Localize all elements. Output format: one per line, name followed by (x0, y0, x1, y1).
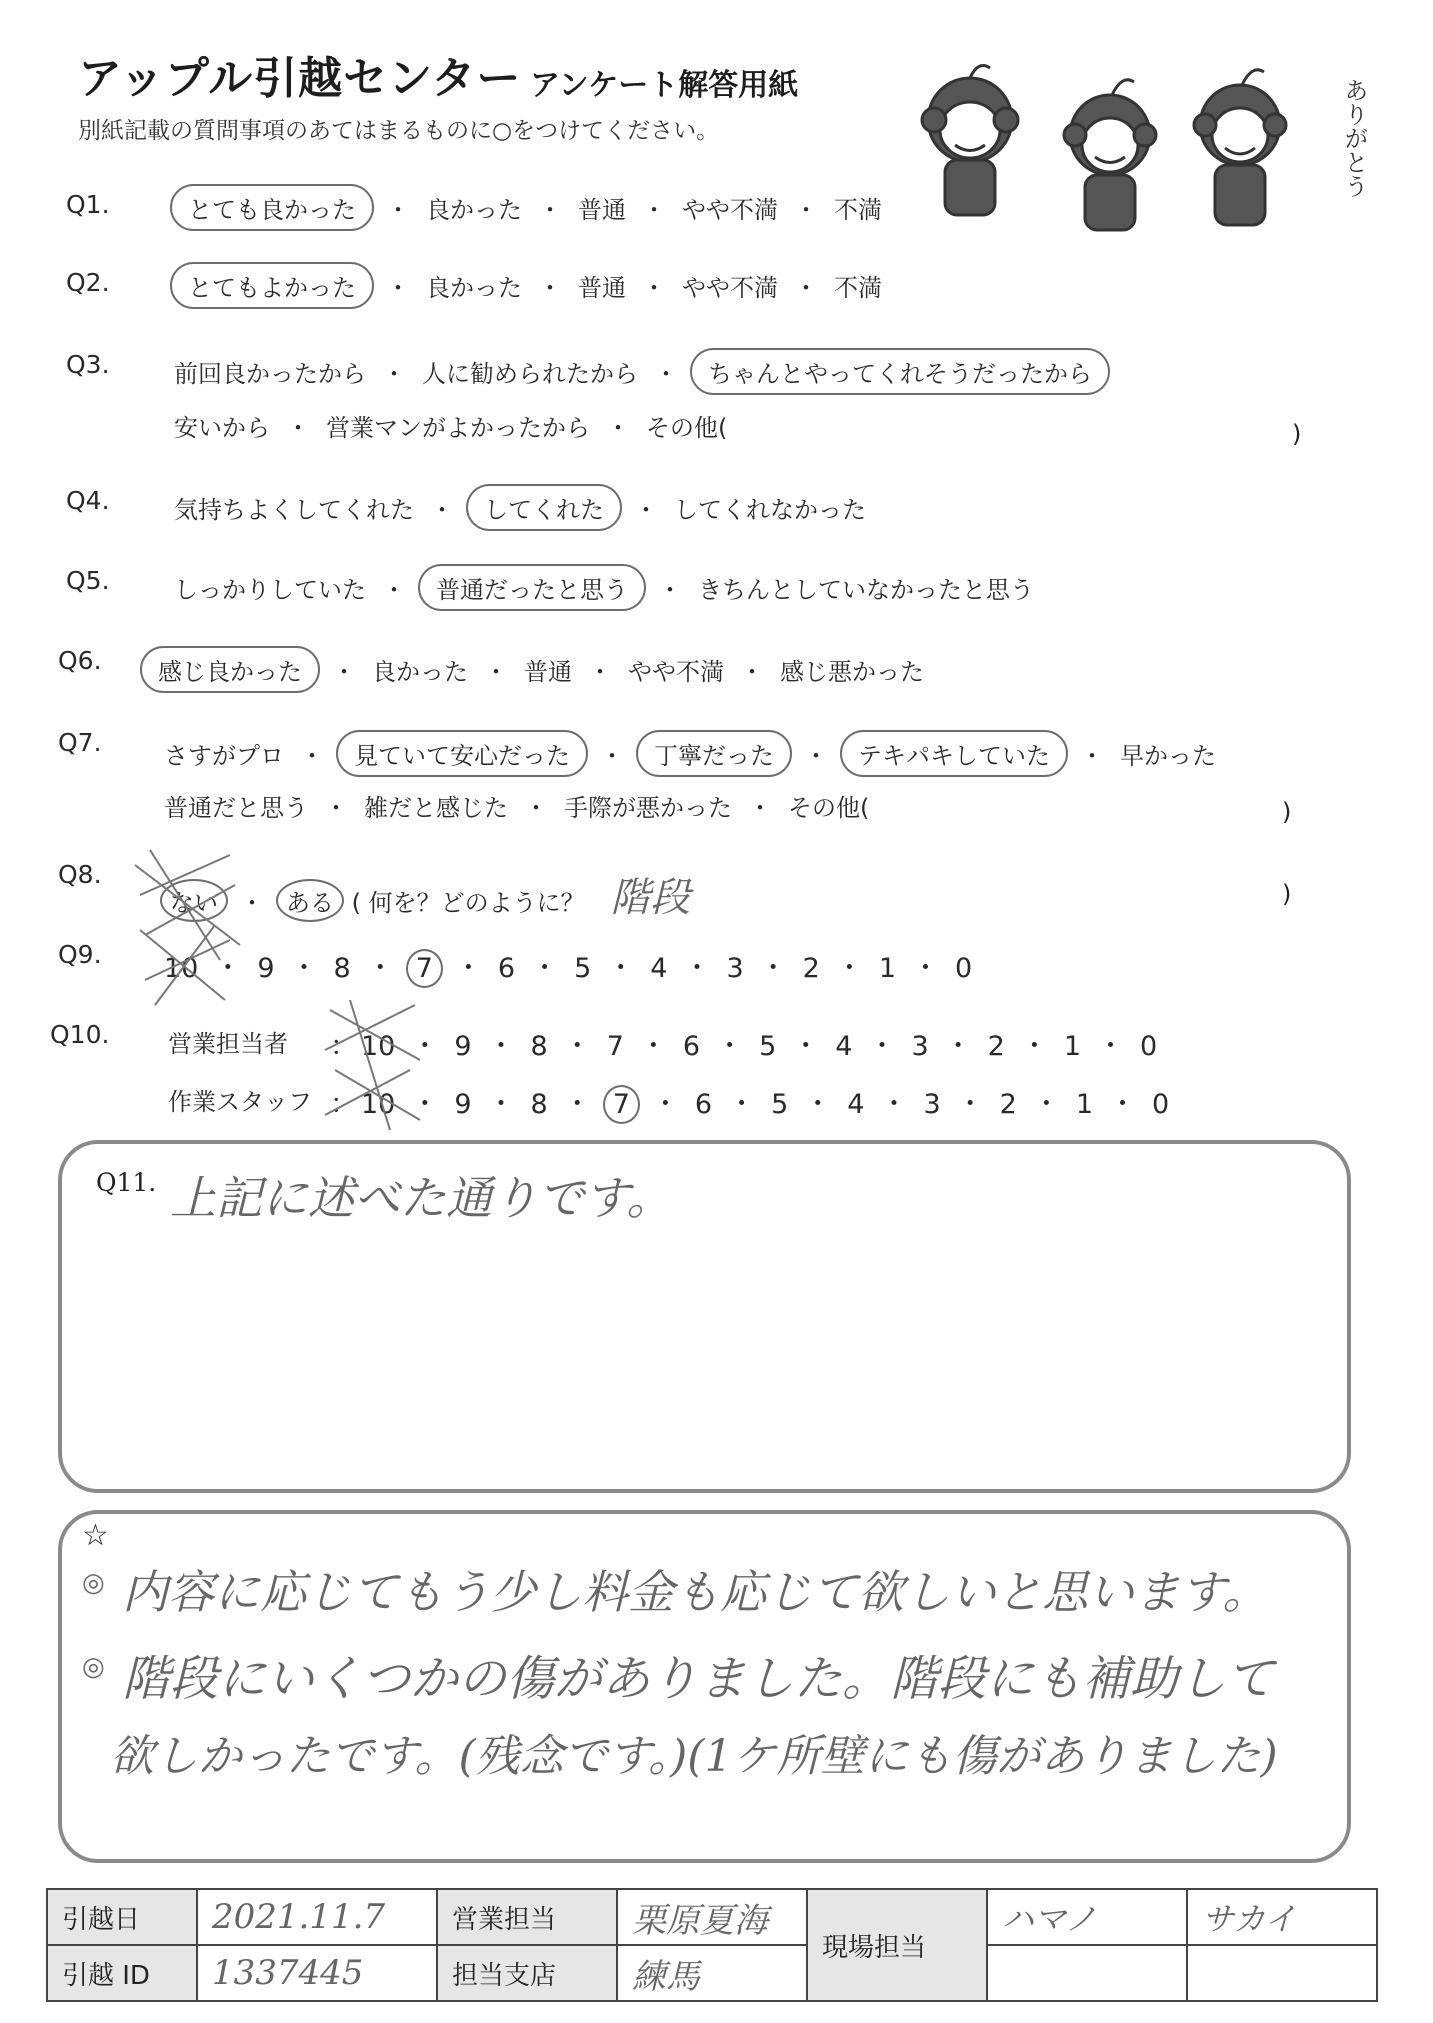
mascot-caption: ありがとう (1340, 78, 1368, 198)
q10-sales-score-8[interactable]: 8 (530, 1031, 548, 1062)
q3-close-paren: ) (1292, 420, 1302, 448)
q6-options: 感じ良かった ・ 良かった ・ 普通 ・ やや不満 ・ 感じ悪かった (140, 652, 928, 687)
q10-staff-score-6[interactable]: 6 (694, 1089, 713, 1120)
q7-option-reassuring[interactable]: 見ていて安心だった (336, 730, 588, 777)
survey-title: アップル引越センター (78, 53, 522, 104)
q9-score-10[interactable]: 10 (164, 953, 199, 984)
q7-option-fast[interactable]: 早かった (1120, 742, 1216, 770)
q1-option-normal[interactable]: 普通 (578, 196, 626, 224)
comment-line-3: 欲しかったです。(残念です。)(1ケ所壁にも傷がありました) (110, 1731, 1278, 1782)
q10-staff-score-2[interactable]: 2 (999, 1089, 1017, 1120)
q4-option-very-pleasant[interactable]: 気持ちよくしてくれた (174, 496, 414, 524)
q2-option-very-good[interactable]: とてもよかった (170, 262, 374, 309)
q10-staff-score-7[interactable]: 7 (603, 1085, 640, 1124)
q2-options: とてもよかった ・ 良かった ・ 普通 ・ やや不満 ・ 不満 (170, 268, 886, 303)
site-staff-1: ハマノ (987, 1889, 1187, 1945)
q2-option-somewhat-dissatisfied[interactable]: やや不満 (682, 274, 778, 302)
q10-sales-scale: ： 10 ・ 9 ・ 8 ・ 7 ・ 6 ・ 5 ・ 4 ・ 3 ・ 2 ・ 1 ・ 0 (330, 1024, 1161, 1063)
q9-score-5[interactable]: 5 (574, 953, 592, 984)
q10-staff-score-1[interactable]: 1 (1075, 1089, 1094, 1120)
q3-option-other[interactable]: その他( (646, 414, 728, 442)
monkey-mascot-middle (1064, 80, 1156, 230)
q9-score-8[interactable]: 8 (333, 953, 351, 984)
q10-sales-score-1[interactable]: 1 (1063, 1031, 1082, 1062)
q9-scale: 10 ・ 9 ・ 8 ・ 7 ・ 6 ・ 5 ・ 4 ・ 3 ・ 2 ・ 1 ・ 0 (160, 946, 976, 988)
q3-option-good-salesman[interactable]: 営業マンがよかったから (326, 414, 590, 442)
sales-rep-value: 栗原夏海 (617, 1889, 807, 1945)
q10-sales-label: 営業担当者 (168, 1030, 288, 1058)
q1-option-dissatisfied[interactable]: 不満 (834, 196, 882, 224)
q6-option-unpleasant[interactable]: 感じ悪かった (780, 658, 924, 686)
q10-staff-score-5[interactable]: 5 (771, 1089, 789, 1120)
q7-close-paren: ) (1282, 798, 1292, 826)
sales-rep-label: 営業担当 (437, 1889, 617, 1945)
q11-handwritten-answer: 上記に述べた通りです。 (170, 1171, 673, 1225)
q10-staff-score-4[interactable]: 4 (847, 1089, 865, 1120)
move-id-label: 引越 ID (47, 1945, 197, 2001)
q10-staff-score-9[interactable]: 9 (454, 1089, 472, 1120)
star-icon: ☆ (82, 1518, 109, 1553)
q6-label: Q6. (58, 646, 102, 675)
instruction-text: 別紙記載の質問事項のあてはまるものに○をつけてください。 (78, 118, 720, 144)
q2-option-dissatisfied[interactable]: 不満 (834, 274, 882, 302)
q10-sales-score-4[interactable]: 4 (835, 1031, 853, 1062)
q8-option-yes[interactable]: ある (276, 879, 344, 922)
q3-options-row1: 前回良かったから ・ 人に勧められたから ・ ちゃんとやってくれそうだったから (170, 354, 1110, 389)
q2-option-good[interactable]: 良かった (426, 274, 522, 302)
q1-options: とても良かった ・ 良かった ・ 普通 ・ やや不満 ・ 不満 (170, 190, 886, 225)
q10-sales-score-2[interactable]: 2 (987, 1031, 1005, 1062)
site-staff-empty-1 (987, 1945, 1187, 2001)
q2-label: Q2. (66, 268, 110, 297)
site-staff-empty-2 (1187, 1945, 1377, 2001)
q4-option-did-not[interactable]: してくれなかった (674, 496, 866, 524)
q6-option-normal[interactable]: 普通 (524, 658, 572, 686)
bullet-icon-2: ◎ (82, 1652, 105, 1682)
q9-score-9[interactable]: 9 (257, 953, 275, 984)
q7-options-row2: 普通だと思う ・ 雑だと感じた ・ 手際が悪かった ・ その他( (160, 788, 873, 823)
q10-sales-score-0[interactable]: 0 (1140, 1031, 1158, 1062)
q9-label: Q9. (58, 940, 102, 969)
monkey-mascot-left (922, 66, 1018, 215)
q3-option-good-before[interactable]: 前回良かったから (174, 360, 366, 388)
q10-staff-score-0[interactable]: 0 (1152, 1089, 1170, 1120)
q1-option-somewhat-dissatisfied[interactable]: やや不満 (682, 196, 778, 224)
q5-label: Q5. (66, 566, 110, 595)
q3-label: Q3. (66, 350, 110, 379)
site-staff-label: 現場担当 (807, 1889, 987, 2001)
q3-option-cheap[interactable]: 安いから (174, 414, 270, 442)
q8-option-none[interactable]: ない (160, 879, 228, 922)
q10-staff-score-10[interactable]: 10 (361, 1089, 396, 1120)
q7-label: Q7. (58, 728, 102, 757)
q10-sales-score-7[interactable]: 7 (606, 1031, 624, 1062)
comment-line-2: 階段にいくつかの傷がありました。階段にも補助して (122, 1651, 1275, 1707)
q7-option-careless[interactable]: 雑だと感じた (364, 794, 508, 822)
site-staff-2: サカイ (1187, 1889, 1377, 1945)
q7-option-efficient[interactable]: テキパキしていた (840, 730, 1068, 777)
q5-option-not-proper[interactable]: きちんとしていなかったと思う (698, 576, 1034, 604)
move-date-value: 2021.11.7 (197, 1889, 437, 1945)
q10-sales-score-6[interactable]: 6 (682, 1031, 701, 1062)
q1-label: Q1. (66, 190, 110, 219)
q9-score-7[interactable]: 7 (406, 949, 443, 988)
q9-score-3[interactable]: 3 (726, 953, 744, 984)
q1-option-very-good[interactable]: とても良かった (170, 184, 374, 231)
q5-options: しっかりしていた ・ 普通だったと思う ・ きちんとしていなかったと思う (170, 570, 1038, 605)
move-date-label: 引越日 (47, 1889, 197, 1945)
monkey-mascot-right (1194, 70, 1286, 225)
q9-score-6[interactable]: 6 (497, 953, 516, 984)
q9-score-1[interactable]: 1 (878, 953, 897, 984)
q7-option-clumsy[interactable]: 手際が悪かった (564, 794, 732, 822)
q10-scribble-mark (320, 1000, 430, 1130)
q10-sales-score-9[interactable]: 9 (454, 1031, 472, 1062)
monkey-mascots-illustration (890, 60, 1330, 240)
q4-option-did[interactable]: してくれた (466, 484, 622, 531)
q8-handwritten-answer: 階段 (610, 875, 691, 921)
q7-option-polite[interactable]: 丁寧だった (636, 730, 792, 777)
q7-option-normal[interactable]: 普通だと思う (164, 794, 308, 822)
q10-sales-score-5[interactable]: 5 (759, 1031, 777, 1062)
q3-option-recommended[interactable]: 人に勧められたから (422, 360, 638, 388)
footer-info-table (46, 1888, 1378, 2002)
q10-staff-scale: ： 10 ・ 9 ・ 8 ・ 7 ・ 6 ・ 5 ・ 4 ・ 3 ・ 2 ・ 1 ・ 0 (330, 1082, 1173, 1124)
q7-option-other[interactable]: その他( (788, 794, 870, 822)
q1-option-good[interactable]: 良かった (426, 196, 522, 224)
q9-score-4[interactable]: 4 (650, 953, 668, 984)
q6-option-pleasant[interactable]: 感じ良かった (140, 646, 320, 693)
branch-label: 担当支店 (437, 1945, 617, 2001)
q10-sales-score-10[interactable]: 10 (361, 1031, 396, 1062)
q10-staff-label: 作業スタッフ (168, 1088, 312, 1116)
q10-staff-score-8[interactable]: 8 (530, 1089, 548, 1120)
move-id-value: 1337445 (197, 1945, 437, 2001)
q11-label: Q11. (96, 1168, 157, 1197)
q10-sales-score-3[interactable]: 3 (911, 1031, 929, 1062)
q8-label: Q8. (58, 860, 102, 889)
q4-label: Q4. (66, 486, 110, 515)
survey-subtitle: アンケート解答用紙 (530, 68, 799, 103)
q9-scribble-mark (135, 920, 235, 1010)
q10-staff-score-3[interactable]: 3 (923, 1089, 941, 1120)
q4-options: 気持ちよくしてくれた ・ してくれた ・ してくれなかった (170, 490, 870, 525)
q8-close-paren: ) (1282, 880, 1292, 908)
q6-option-somewhat-dissatisfied[interactable]: やや不満 (628, 658, 724, 686)
q5-option-solid[interactable]: しっかりしていた (174, 576, 366, 604)
q7-options-row1: さすがプロ ・ 見ていて安心だった ・ 丁寧だった ・ テキパキしていた ・ 早かった (160, 736, 1220, 771)
q9-score-0[interactable]: 0 (955, 953, 973, 984)
comment-line-1: 内容に応じてもう少し料金も応じて欲しいと思います。 (122, 1565, 1269, 1619)
q3-options-row2: 安いから ・ 営業マンがよかったから ・ その他( (170, 408, 731, 443)
q8-options: ない ・ ある ( 何を？どのように？ 階段 (160, 866, 690, 923)
q5-option-normal[interactable]: 普通だったと思う (418, 564, 646, 611)
q8-prompt: ( 何を？どのように？ (351, 889, 585, 917)
q2-option-normal[interactable]: 普通 (578, 274, 626, 302)
q7-option-professional[interactable]: さすがプロ (164, 742, 284, 770)
bullet-icon-1: ◎ (82, 1568, 105, 1598)
q9-score-2[interactable]: 2 (802, 953, 820, 984)
branch-value: 練馬 (617, 1945, 807, 2001)
q6-option-good[interactable]: 良かった (372, 658, 468, 686)
q10-label: Q10. (50, 1020, 110, 1049)
q3-option-seemed-reliable[interactable]: ちゃんとやってくれそうだったから (690, 348, 1110, 395)
